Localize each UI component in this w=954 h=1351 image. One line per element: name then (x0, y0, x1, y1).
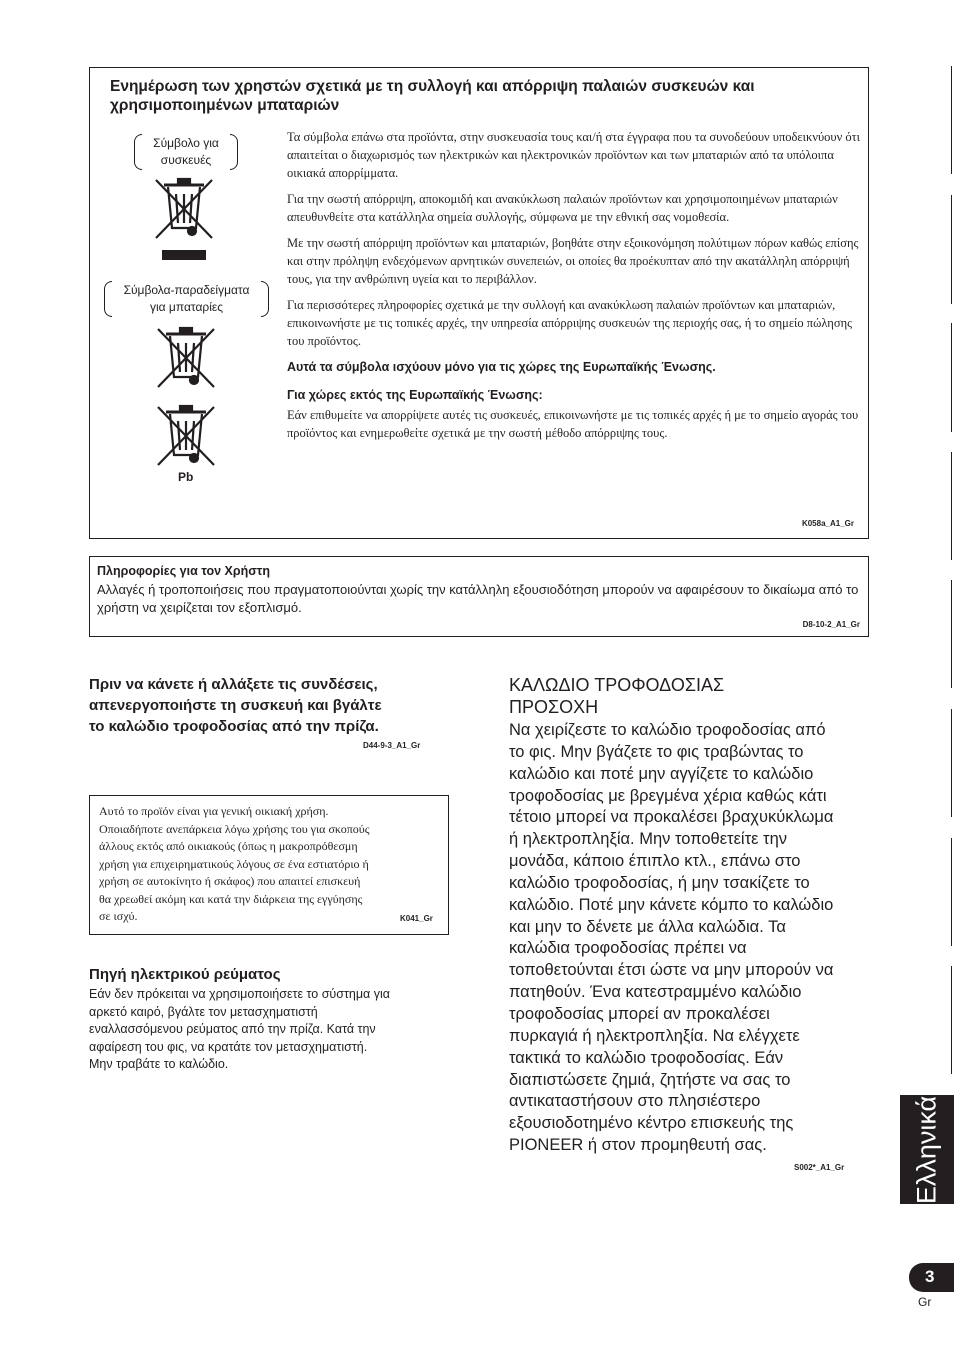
side-divider (951, 966, 952, 1074)
power-cord-body (509, 720, 874, 1157)
symbol-batteries-label-line2: για μπαταρίες (149, 300, 224, 314)
weee-text-column (287, 128, 862, 442)
user-info-code: D8-10-2_A1_Gr (802, 620, 860, 629)
cord-line: τοποθετούνται έτσι ώστε να μην μπορούν να (509, 961, 834, 980)
home-use-line-2: Οποιαδήποτε ανεπάρκεια λόγω χρήσης του για σκοπούς (99, 821, 370, 836)
power-line-5: Μην τραβάτε το καλώδιο. (89, 1057, 229, 1071)
cord-line: μονάδα, κάποιο έπιπλο κτλ., επάνω στο (509, 852, 801, 871)
home-use-line-5: χρήση σε αυτοκίνητο ή σκάφος) που απαιτεί επισκευή (99, 874, 361, 888)
symbol-devices-label-line2: συσκευές (160, 153, 212, 167)
side-divider (951, 195, 952, 304)
cord-line: καλώδιο. Ποτέ μην κάνετε κόμπο το καλώδιο (509, 895, 834, 914)
side-divider (951, 323, 952, 432)
cord-line: αντικαταστήσουν στο πλησιέστερο (509, 1092, 761, 1111)
cord-line: πυρκαγιά ή ηλεκτροπληξία. Να ελέγχετε (509, 1026, 800, 1045)
home-use-line-4: χρήση για επιχειρηματικούς λόγους σε ένα εστιατόριο ή (99, 856, 369, 871)
side-divider (951, 838, 952, 946)
cord-line: τροφοδοσίας με βρεγμένα χέρια καθώς κάτι (509, 786, 827, 805)
home-use-line-1: Αυτό το προϊόν είναι για γενική οικιακή χρήση. (99, 804, 329, 818)
cord-line: και μην το δένετε με άλλα καλώδια. Τα (509, 917, 786, 936)
weee-code: K058a_A1_Gr (801, 519, 854, 528)
user-info-heading: Πληροφορίες για τον Χρήστη (97, 564, 271, 578)
cord-line: καλώδια τροφοδοσίας πρέπει να (509, 939, 747, 958)
power-line-4: αφαίρεση του φις, να κρατάτε τον μετασχηματιστή. (89, 1039, 368, 1054)
page-number: 3 (925, 1267, 935, 1286)
weee-paragraph-3: Με την σωστή απόρριψη προϊόντων και μπαταριών, βοηθάτε στην εξοικονόμηση πολύτιμων πόρων καθώς επίσης και στην πρόληψη ενδεχόμενων αρνητικών συνεπειών, οι οποίες θα προέκυπταν από την ακατάλληλη απόρριψή τους, για την ανθρώπινη υγεία και το περιβάλλον. (287, 236, 859, 286)
pb-label: Pb (178, 470, 194, 484)
cord-line: καλώδιο και ποτέ μην αγγίζετε το καλώδιο (509, 764, 814, 783)
cord-line: τακτικά το καλώδιο τροφοδοσίας. Εάν (509, 1048, 784, 1067)
power-cord-title-line-1: ΚΑΛΩΔΙΟ ΤΡΟΦΟΔΟΣΙΑΣ (509, 675, 725, 695)
power-cord-title (509, 674, 879, 718)
side-divider (951, 580, 952, 688)
cord-line: πατηθούν. Ένα κατεστραμμένο καλώδιο (509, 983, 802, 1002)
power-cord-title-line-2: ΠΡΟΣΟΧΗ (509, 697, 599, 717)
home-use-box (89, 795, 449, 935)
user-info-box (89, 556, 869, 637)
side-divider (951, 452, 952, 560)
power-line-1: Εάν δεν πρόκειται να χρησιμοποιήσετε το σύστημα για (89, 987, 391, 1001)
power-source-body (89, 986, 454, 1074)
cord-line: τροφοδοσίας μπορεί αν προκαλέσει (509, 1004, 770, 1023)
cord-line: διαπιστώσετε ζημιά, ζητήστε να σας το (509, 1070, 791, 1089)
side-divider (951, 66, 952, 174)
disconnect-code: D44-9-3_A1_Gr (363, 741, 421, 750)
crossed-bin-pb-icon (154, 403, 218, 469)
cord-line: ή ηλεκτροπληξία. Μην τοποθετείτε την (509, 830, 787, 849)
language-tab-label: Ελληνικά (911, 1095, 942, 1204)
disconnect-line-1: Πριν να κάνετε ή αλλάξετε τις συνδέσεις, (89, 676, 378, 693)
cord-line: το φις. Μην βγάζετε το φις τραβώντας το (509, 742, 804, 761)
weee-paragraph-1: Τα σύμβολα επάνω στα προϊόντα, στην συσκευασία τους και/ή στα έγγραφα που τα συνοδεύουν υποδεικνύουν ότι απαιτείται ο διαχωρισμός των ηλεκτρικών και ηλεκτρονικών προϊόντων και των μπαταριών από τα υπόλοιπα οικιακά απορρίμματα. (287, 130, 861, 180)
crossed-bin-battery-icon (154, 325, 218, 391)
weee-paragraph-2: Για την σωστή απόρριψη, αποκομιδή και ανακύκλωση παλαιών προϊόντων και χρησιμοποιημένων μπαταριών απευθυνθείτε στα κατάλληλα σημεία συλλογής, σύμφωνα με την εθνική σας νομοθεσία. (287, 192, 838, 224)
home-use-code: K041_Gr (400, 914, 433, 923)
symbol-devices-caption (134, 134, 238, 170)
power-source-heading: Πηγή ηλεκτρικού ρεύματος (89, 966, 281, 983)
symbol-batteries-label-line1: Σύμβολα-παραδείγματα (123, 283, 250, 297)
home-use-text (99, 803, 369, 926)
cord-line: καλώδιο τροφοδοσίας, ή μην τσακίζετε το (509, 873, 810, 892)
weee-non-eu-body: Εάν επιθυμείτε να απορρίψετε αυτές τις συσκευές, επικοινωνήστε με τις τοπικές αρχές ή με το σημείο αγοράς του προϊόντος και ενημερωθείτε σχετικά με την σωστή μέθοδο απόρριψης τους. (287, 408, 859, 440)
disconnect-warning (89, 674, 449, 737)
weee-paragraph-4: Για περισσότερες πληροφορίες σχετικά με την συλλογή και ανακύκλωση παλαιών προϊόντων και μπαταριών, επικοινωνήστε με τις τοπικές αρχές, την υπηρεσία απόρριψης συσκευών της περιοχής σας, ή το σημείο πώλησης του προϊόντος. (287, 298, 853, 348)
cord-line: εξουσιοδοτημένο κέντρο επισκευής της (509, 1114, 794, 1133)
side-divider (951, 709, 952, 817)
power-cord-code: S002*_A1_Gr (794, 1163, 845, 1172)
cord-line: PIONEER ή στον προμηθευτή σας. (509, 1136, 767, 1155)
language-tab (900, 1095, 954, 1204)
power-line-3: εναλλασσόμενου ρεύματος από την πρίζα. Κατά την (89, 1022, 376, 1036)
weee-notice-box (89, 67, 869, 539)
crossed-bin-bar-icon (152, 176, 216, 262)
page-language-code: Gr (918, 1295, 932, 1309)
power-line-2: αρκετό καιρό, βγάλτε τον μετασχηματιστή (89, 1004, 318, 1019)
weee-non-eu-heading: Για χώρες εκτός της Ευρωπαϊκής Ένωσης: (287, 388, 543, 402)
disconnect-line-3: το καλώδιο τροφοδοσίας από την πρίζα. (89, 718, 379, 735)
home-use-line-7: σε ισχύ. (99, 909, 138, 923)
home-use-line-3: άλλους εκτός από οικιακούς (όπως η μακροπρόθεσμη (99, 839, 358, 853)
page-number-badge (909, 1263, 954, 1292)
home-use-line-6: θα χρεωθεί ακόμη και κατά την διάρκεια της εγγύησης (99, 891, 363, 906)
disconnect-line-2: απενεργοποιήστε τη συσκευή και βγάλτε (89, 697, 382, 714)
weee-title: Ενημέρωση των χρηστών σχετικά με τη συλλογή και απόρριψη παλαιών συσκευών και χρησιμοποιημένων μπαταριών (110, 78, 755, 114)
cord-line: τέτοιο μπορεί να προκαλέσει βραχυκύκλωμα (509, 808, 834, 827)
symbol-devices-label-line1: Σύμβολο για (153, 136, 219, 150)
symbol-batteries-caption (104, 281, 269, 317)
cord-line: Να χειρίζεστε το καλώδιο τροφοδοσίας από (509, 721, 826, 739)
weee-eu-only: Αυτά τα σύμβολα ισχύουν μόνο για τις χώρες της Ευρωπαϊκής Ένωσης. (287, 360, 716, 374)
user-info-body: Αλλαγές ή τροποποιήσεις που πραγματοποιούνται χωρίς την κατάλληλη εξουσιοδότηση μπορούν να αφαιρέσουν το δικαίωμα από το χρήστη να χειρίζεται τον εξοπλισμό. (97, 582, 859, 615)
